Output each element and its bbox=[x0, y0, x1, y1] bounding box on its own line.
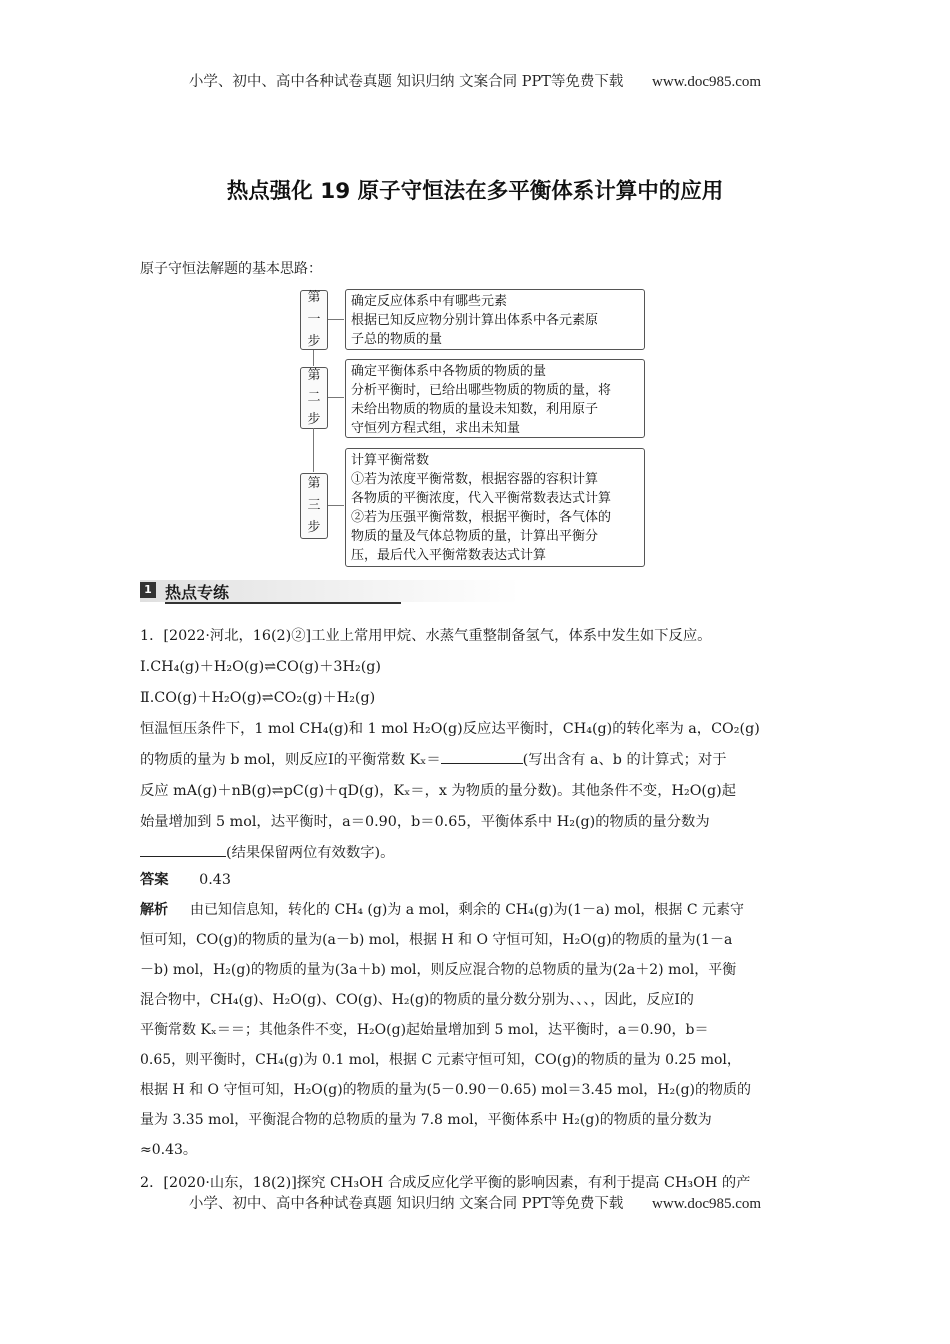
answer-label: 答案 bbox=[140, 872, 169, 888]
connector bbox=[328, 397, 344, 398]
arrow-1 bbox=[313, 350, 314, 366]
answer-value: 0.43 bbox=[199, 872, 231, 888]
header-text: 小学、初中、高中各种试卷真题 知识归纳 文案合同 PPT等免费下载 bbox=[188, 74, 624, 90]
step-1-label bbox=[300, 290, 328, 350]
step-line: 根据已知反应物分别计算出体系中各元素原 bbox=[351, 313, 599, 328]
q1-source: 1．[2022·河北，16(2)②]工业上常用甲烷、水蒸气重整制备氢气，体系中发生如下反应。 bbox=[140, 628, 712, 644]
step-line: ①若为浓度平衡常数，根据容器的容积计算 bbox=[351, 472, 599, 487]
step-char: 第 bbox=[307, 476, 321, 491]
q1-para-line: 始量增加到 5 mol，达平衡时，a＝0.90，b＝0.65，平衡体系中 H₂(g)的物质的量分数为 bbox=[140, 814, 710, 830]
connector bbox=[328, 505, 344, 506]
q1-reaction-2: Ⅱ.CO(g)＋H₂O(g)⇌CO₂(g)＋H₂(g) bbox=[140, 690, 376, 706]
section-label: 热点专练 bbox=[165, 583, 230, 602]
answer-row bbox=[140, 869, 231, 889]
q1-para-line bbox=[140, 749, 727, 769]
step-char: 二 bbox=[307, 390, 321, 405]
q1-text: (写出含有 a、b 的计算式；对于 bbox=[522, 752, 727, 768]
intro-text: 原子守恒法解题的基本思路： bbox=[140, 261, 322, 277]
answer-blank[interactable] bbox=[140, 844, 226, 857]
step-line: 确定反应体系中有哪些元素 bbox=[351, 294, 508, 309]
q1-para-line bbox=[140, 842, 394, 862]
analysis bbox=[140, 895, 812, 1165]
header-url[interactable]: www.doc985.com bbox=[652, 74, 762, 90]
q1-text: (结果保留两位有效数字)。 bbox=[226, 845, 395, 861]
analysis-line: 0.65，则平衡时，CH₄(g)为 0.1 mol，根据 C 元素守恒可知，CO(g)的物质的量为 0.25 mol， bbox=[140, 1052, 741, 1068]
step-char: 步 bbox=[307, 520, 321, 535]
page-header bbox=[0, 70, 950, 91]
analysis-line: 恒可知，CO(g)的物质的量为(a－b) mol，根据 H 和 O 守恒可知，H₂O(g)的物质的量为(1－a bbox=[140, 932, 733, 948]
arrow-2 bbox=[313, 428, 314, 472]
step-2-box bbox=[345, 359, 645, 438]
step-char: 第 bbox=[307, 368, 321, 383]
analysis-line: ≈0.43。 bbox=[140, 1142, 197, 1158]
step-line: ②若为压强平衡常数，根据平衡时，各气体的 bbox=[351, 510, 612, 525]
step-line: 未给出物质的物质的量设未知数，利用原子 bbox=[351, 402, 599, 417]
page-title: 热点强化 19 原子守恒法在多平衡体系计算中的应用 bbox=[226, 179, 724, 204]
step-2-label bbox=[300, 367, 328, 429]
step-line: 子总的物质的量 bbox=[351, 332, 443, 347]
section-rule bbox=[165, 602, 401, 604]
step-line: 压，最后代入平衡常数表达式计算 bbox=[351, 548, 547, 563]
step-line: 确定平衡体系中各物质的物质的量 bbox=[351, 364, 547, 379]
answer-blank[interactable] bbox=[441, 751, 523, 764]
page-footer bbox=[0, 1192, 950, 1213]
analysis-line: 根据 H 和 O 守恒可知，H₂O(g)的物质的量为(5－0.90－0.65) mol＝3.45 mol，H₂(g)的物质的 bbox=[140, 1082, 751, 1098]
analysis-line: 混合物中，CH₄(g)、H₂O(g)、CO(g)、H₂(g)的物质的量分数分别为、、、，因此，反应Ⅰ的 bbox=[140, 992, 694, 1008]
analysis-line: 量为 3.35 mol，平衡混合物的总物质的量为 7.8 mol，平衡体系中 H₂(g)的物质的量分数为 bbox=[140, 1112, 712, 1128]
analysis-label: 解析 bbox=[140, 902, 168, 918]
section-number: 1 bbox=[140, 582, 156, 598]
footer-url[interactable]: www.doc985.com bbox=[652, 1196, 762, 1212]
step-line: 分析平衡时，已给出哪些物质的物质的量，将 bbox=[351, 383, 612, 398]
step-char: 步 bbox=[307, 412, 321, 427]
step-line: 物质的量及气体总物质的量，计算出平衡分 bbox=[351, 529, 599, 544]
analysis-line: －b) mol，H₂(g)的物质的量为(3a＋b) mol，则反应混合物的总物质的量为(2a＋2) mol，平衡 bbox=[140, 962, 737, 978]
q1-text: 的物质的量为 b mol，则反应Ⅰ的平衡常数 Kₓ＝ bbox=[140, 752, 441, 768]
q1-para-line: 恒温恒压条件下，1 mol CH₄(g)和 1 mol H₂O(g)反应达平衡时，CH₄(g)的转化率为 a，CO₂(g) bbox=[140, 721, 760, 737]
step-char: 三 bbox=[307, 498, 321, 513]
step-line: 守恒列方程式组，求出未知量 bbox=[351, 421, 521, 436]
step-line: 各物质的平衡浓度，代入平衡常数表达式计算 bbox=[351, 491, 612, 506]
step-line: 计算平衡常数 bbox=[351, 453, 430, 468]
analysis-line: 平衡常数 Kₓ＝＝；其他条件不变，H₂O(g)起始量增加到 5 mol，达平衡时，a＝0.90，b＝ bbox=[140, 1022, 709, 1038]
step-3-label bbox=[300, 473, 328, 539]
step-1-box bbox=[345, 289, 645, 350]
step-3-box bbox=[345, 448, 645, 567]
step-char: 步 bbox=[307, 334, 321, 349]
q1-para-line: 反应 mA(g)＋nB(g)⇌pC(g)＋qD(g)，Kₓ＝，x 为物质的量分数)。其他条件不变，H₂O(g)起 bbox=[140, 783, 737, 799]
q2-line: 2．[2020·山东，18(2)]探究 CH₃OH 合成反应化学平衡的影响因素，有利于提高 CH₃OH 的产 bbox=[140, 1175, 751, 1191]
q1-reaction-1: Ⅰ.CH₄(g)＋H₂O(g)⇌CO(g)＋3H₂(g) bbox=[140, 659, 382, 675]
connector bbox=[328, 319, 344, 320]
analysis-text: 由已知信息知，转化的 CH₄ (g)为 a mol，剩余的 CH₄(g)为(1－a) mol，根据 C 元素守 bbox=[190, 902, 745, 918]
analysis-line bbox=[140, 895, 812, 925]
step-char: 一 bbox=[307, 312, 321, 327]
footer-text: 小学、初中、高中各种试卷真题 知识归纳 文案合同 PPT等免费下载 bbox=[188, 1196, 624, 1212]
section-heading bbox=[140, 580, 520, 602]
step-char: 第 bbox=[307, 290, 321, 305]
